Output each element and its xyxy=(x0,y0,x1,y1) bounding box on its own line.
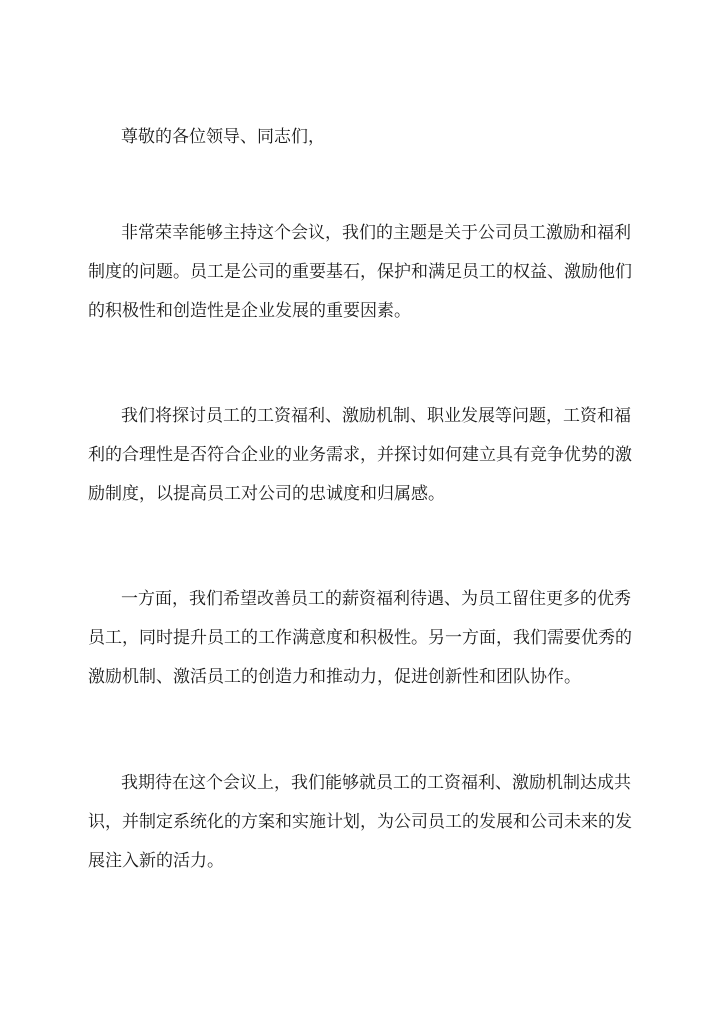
paragraph-line: 尊敬的各位领导、同志们， xyxy=(121,127,325,147)
paragraph-line: 展注入新的活力。 xyxy=(88,851,224,871)
paragraph-line: 励制度，以提高员工对公司的忠诚度和归属感。 xyxy=(88,484,445,504)
paragraph-line: 我们将探讨员工的工资福利、激励机制、职业发展等问题，工资和福 xyxy=(121,406,631,426)
paragraph-line: 非常荣幸能够主持这个会议，我们的主题是关于公司员工激励和福利 xyxy=(121,223,631,243)
paragraph-line: 制度的问题。员工是公司的重要基石，保护和满足员工的权益、激励他们 xyxy=(88,262,632,282)
paragraph-line: 一方面，我们希望改善员工的薪资福利待遇、为员工留住更多的优秀 xyxy=(121,589,631,609)
closing-paragraph xyxy=(88,764,632,881)
paragraph-line: 员工，同时提升员工的工作满意度和积极性。另一方面，我们需要优秀的 xyxy=(88,628,632,648)
salutation-paragraph xyxy=(88,118,325,157)
paragraph-line: 识，并制定系统化的方案和实施计划，为公司员工的发展和公司未来的发 xyxy=(88,812,632,832)
intro-paragraph xyxy=(88,214,632,331)
paragraph-line: 我期待在这个会议上，我们能够就员工的工资福利、激励机制达成共 xyxy=(121,773,631,793)
goals-paragraph xyxy=(88,580,632,697)
paragraph-line: 利的合理性是否符合企业的业务需求，并探讨如何建立具有竞争优势的激 xyxy=(88,445,632,465)
topics-paragraph xyxy=(88,397,632,514)
paragraph-line: 激励机制、激活员工的创造力和推动力，促进创新性和团队协作。 xyxy=(88,667,581,687)
paragraph-line: 的积极性和创造性是企业发展的重要因素。 xyxy=(88,301,411,321)
